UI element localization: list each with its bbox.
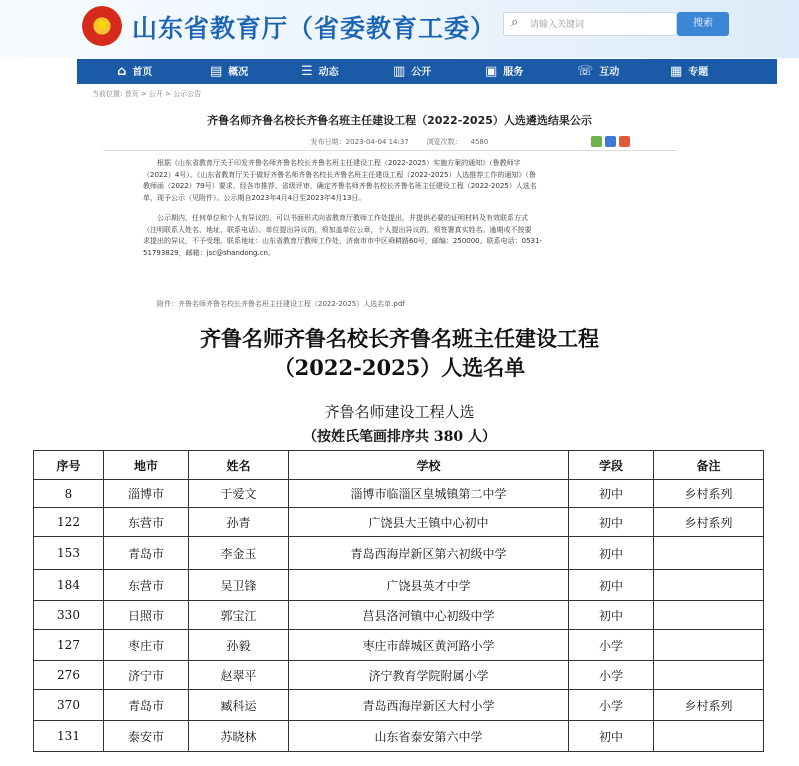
cell-index: 127 <box>34 630 104 661</box>
text-line: 根据《山东省教育厅关于印发齐鲁名师齐鲁名校长齐鲁名班主任建设工程（2022-2025）实施方案的通知》（鲁教师字 <box>157 159 521 167</box>
article-paragraph-1 <box>143 158 643 204</box>
search-icon: ⌕ <box>511 15 519 30</box>
book-icon: ▥ <box>393 64 406 79</box>
cell-stage: 小学 <box>569 630 654 661</box>
nav-label: 互动 <box>599 67 620 78</box>
cell-stage: 小学 <box>569 690 654 721</box>
table-row <box>34 601 764 630</box>
cell-remark: 乡村系列 <box>654 508 764 537</box>
cell-index: 370 <box>34 690 104 721</box>
cell-name: 于爱文 <box>189 480 289 508</box>
breadcrumb[interactable]: 当前位置: 首页 > 公开 > 公示公告 <box>92 90 202 98</box>
cell-name: 吴卫锋 <box>189 570 289 601</box>
col-header-city: 地市 <box>104 451 189 480</box>
section-subtitle: （按姓氏笔画排序共 380 人） <box>303 429 496 445</box>
cell-city: 青岛市 <box>104 690 189 721</box>
search-input[interactable] <box>503 12 677 36</box>
nav-item-news[interactable] <box>301 59 339 84</box>
published-label: 发布日期： <box>310 138 346 146</box>
cell-index: 131 <box>34 721 104 752</box>
cell-school: 济宁教育学院附属小学 <box>289 661 569 690</box>
cell-stage: 初中 <box>569 570 654 601</box>
chat-icon: ☏ <box>577 64 594 79</box>
cell-name: 孙青 <box>189 508 289 537</box>
share-wechat-icon[interactable] <box>591 136 602 147</box>
cell-city: 枣庄市 <box>104 630 189 661</box>
main-nav <box>77 59 777 84</box>
cell-stage: 小学 <box>569 661 654 690</box>
cell-index: 8 <box>34 480 104 508</box>
site-header <box>0 0 799 58</box>
divider <box>103 150 677 151</box>
table-row <box>34 480 764 508</box>
views-label: 浏览次数： <box>426 138 462 146</box>
nav-item-interact[interactable] <box>577 59 619 84</box>
nav-item-topic[interactable] <box>670 59 708 84</box>
table-row <box>34 537 764 570</box>
cell-school: 广饶县英才中学 <box>289 570 569 601</box>
search-button[interactable]: 搜索 <box>677 12 729 36</box>
cell-name: 苏晓林 <box>189 721 289 752</box>
table-row <box>34 690 764 721</box>
nav-label: 概况 <box>228 67 249 78</box>
national-emblem-icon: ★ <box>82 6 122 46</box>
attachment-link[interactable]: 附件：齐鲁名师齐鲁名校长齐鲁名班主任建设工程（2022-2025）人选名单.pdf <box>157 300 405 308</box>
cell-index: 184 <box>34 570 104 601</box>
text-line: （2022）4号）、《山东省教育厅关于做好齐鲁名师齐鲁名校长齐鲁名班主任建设工程（2022-2025）人选推荐工作的通知》（鲁 <box>143 170 536 179</box>
cell-name: 李金玉 <box>189 537 289 570</box>
service-icon: ▣ <box>485 64 498 79</box>
cell-school: 广饶县大王镇中心初中 <box>289 508 569 537</box>
cell-remark <box>654 661 764 690</box>
cell-school: 山东省泰安第六中学 <box>289 721 569 752</box>
site-title[interactable]: 山东省教育厅（省委教育工委） <box>132 14 497 43</box>
news-icon: ☰ <box>301 64 313 79</box>
home-icon: ⌂ <box>117 64 127 79</box>
nav-item-service[interactable] <box>485 59 523 84</box>
cell-name: 臧科运 <box>189 690 289 721</box>
cell-school: 青岛西海岸新区第六初级中学 <box>289 537 569 570</box>
article-paragraph-2 <box>143 213 643 259</box>
article-meta <box>0 137 799 147</box>
cell-remark: 乡村系列 <box>654 480 764 508</box>
cell-name: 孙毅 <box>189 630 289 661</box>
print-icon[interactable] <box>619 136 630 147</box>
col-header-stage: 学段 <box>569 451 654 480</box>
cell-city: 东营市 <box>104 508 189 537</box>
cell-school: 枣庄市薛城区黄河路小学 <box>289 630 569 661</box>
cell-city: 泰安市 <box>104 721 189 752</box>
text-line: （注明联系人姓名、地址、联系电话）。单位提出异议的，须加盖单位公章，个人提出异议的，须签署真实姓名。逾期或不按要 <box>143 225 532 234</box>
nav-label: 专题 <box>688 67 709 78</box>
table-row <box>34 570 764 601</box>
cell-index: 276 <box>34 661 104 690</box>
overview-icon: ▤ <box>210 64 223 79</box>
cell-index: 153 <box>34 537 104 570</box>
cell-index: 122 <box>34 508 104 537</box>
nav-label: 服务 <box>503 67 524 78</box>
text-line: 51793829，邮箱：jsc@shandong.cn。 <box>143 248 275 257</box>
cell-stage: 初中 <box>569 721 654 752</box>
share-weibo-icon[interactable] <box>605 136 616 147</box>
cell-remark <box>654 601 764 630</box>
cell-city: 日照市 <box>104 601 189 630</box>
col-header-school: 学校 <box>289 451 569 480</box>
col-header-index: 序号 <box>34 451 104 480</box>
text-line: 教师函（2022）79号）要求，经各市推荐、省级评审，确定齐鲁名师齐鲁名校长齐鲁名班主任建设工程（2022-2025）人选名 <box>143 182 537 190</box>
table-row <box>34 721 764 752</box>
share-tools <box>591 136 633 150</box>
cell-stage: 初中 <box>569 601 654 630</box>
text-line: 公示期内，任何单位和个人有异议的，可以书面形式向省教育厅教师工作处提出，并提供必要的证明材料及有效联系方式 <box>157 214 528 222</box>
views-count: 4580 <box>470 138 489 146</box>
document-title-line1: 齐鲁名师齐鲁名校长齐鲁名班主任建设工程 <box>200 326 599 351</box>
nav-item-home[interactable] <box>117 59 152 84</box>
cell-remark <box>654 721 764 752</box>
cell-remark <box>654 630 764 661</box>
table-row <box>34 661 764 690</box>
cell-index: 330 <box>34 601 104 630</box>
published-date: 2023-04-04 14:37 <box>345 138 409 146</box>
candidate-table <box>33 450 764 752</box>
cell-remark <box>654 537 764 570</box>
cell-school: 淄博市临淄区皇城镇第二中学 <box>289 480 569 508</box>
cell-school: 青岛西海岸新区大村小学 <box>289 690 569 721</box>
section-title: 齐鲁名师建设工程人选 <box>324 403 475 421</box>
table-row <box>34 508 764 537</box>
document-title-line2: （2022-2025）人选名单 <box>273 355 526 380</box>
cell-city: 青岛市 <box>104 537 189 570</box>
col-header-remark: 备注 <box>654 451 764 480</box>
table-row <box>34 630 764 661</box>
cell-remark <box>654 570 764 601</box>
cell-city: 济宁市 <box>104 661 189 690</box>
cell-city: 东营市 <box>104 570 189 601</box>
article-title: 齐鲁名师齐鲁名校长齐鲁名班主任建设工程（2022-2025）人选遴选结果公示 <box>207 114 592 127</box>
cell-city: 淄博市 <box>104 480 189 508</box>
topic-icon: ▦ <box>670 64 683 79</box>
cell-stage: 初中 <box>569 480 654 508</box>
search-placeholder: 请输入关键词 <box>530 20 585 30</box>
table-header-row <box>34 451 764 480</box>
cell-stage: 初中 <box>569 508 654 537</box>
cell-name: 郭宝江 <box>189 601 289 630</box>
nav-item-public[interactable] <box>393 59 431 84</box>
nav-label: 动态 <box>318 67 339 78</box>
col-header-name: 姓名 <box>189 451 289 480</box>
text-line: 求提出的异议，不予受理。联系地址：山东省教育厅教师工作处，济南市市中区舜耕路60号，邮编：250000。联系电话：0531- <box>143 237 542 245</box>
cell-remark: 乡村系列 <box>654 690 764 721</box>
cell-school: 莒县洛河镇中心初级中学 <box>289 601 569 630</box>
nav-label: 首页 <box>132 67 153 78</box>
cell-stage: 初中 <box>569 537 654 570</box>
cell-name: 赵翠平 <box>189 661 289 690</box>
nav-label: 公开 <box>411 67 432 78</box>
nav-item-overview[interactable] <box>210 59 248 84</box>
text-line: 单，现予公示（见附件）。公示期自2023年4月4日至2023年4月13日。 <box>143 193 366 202</box>
